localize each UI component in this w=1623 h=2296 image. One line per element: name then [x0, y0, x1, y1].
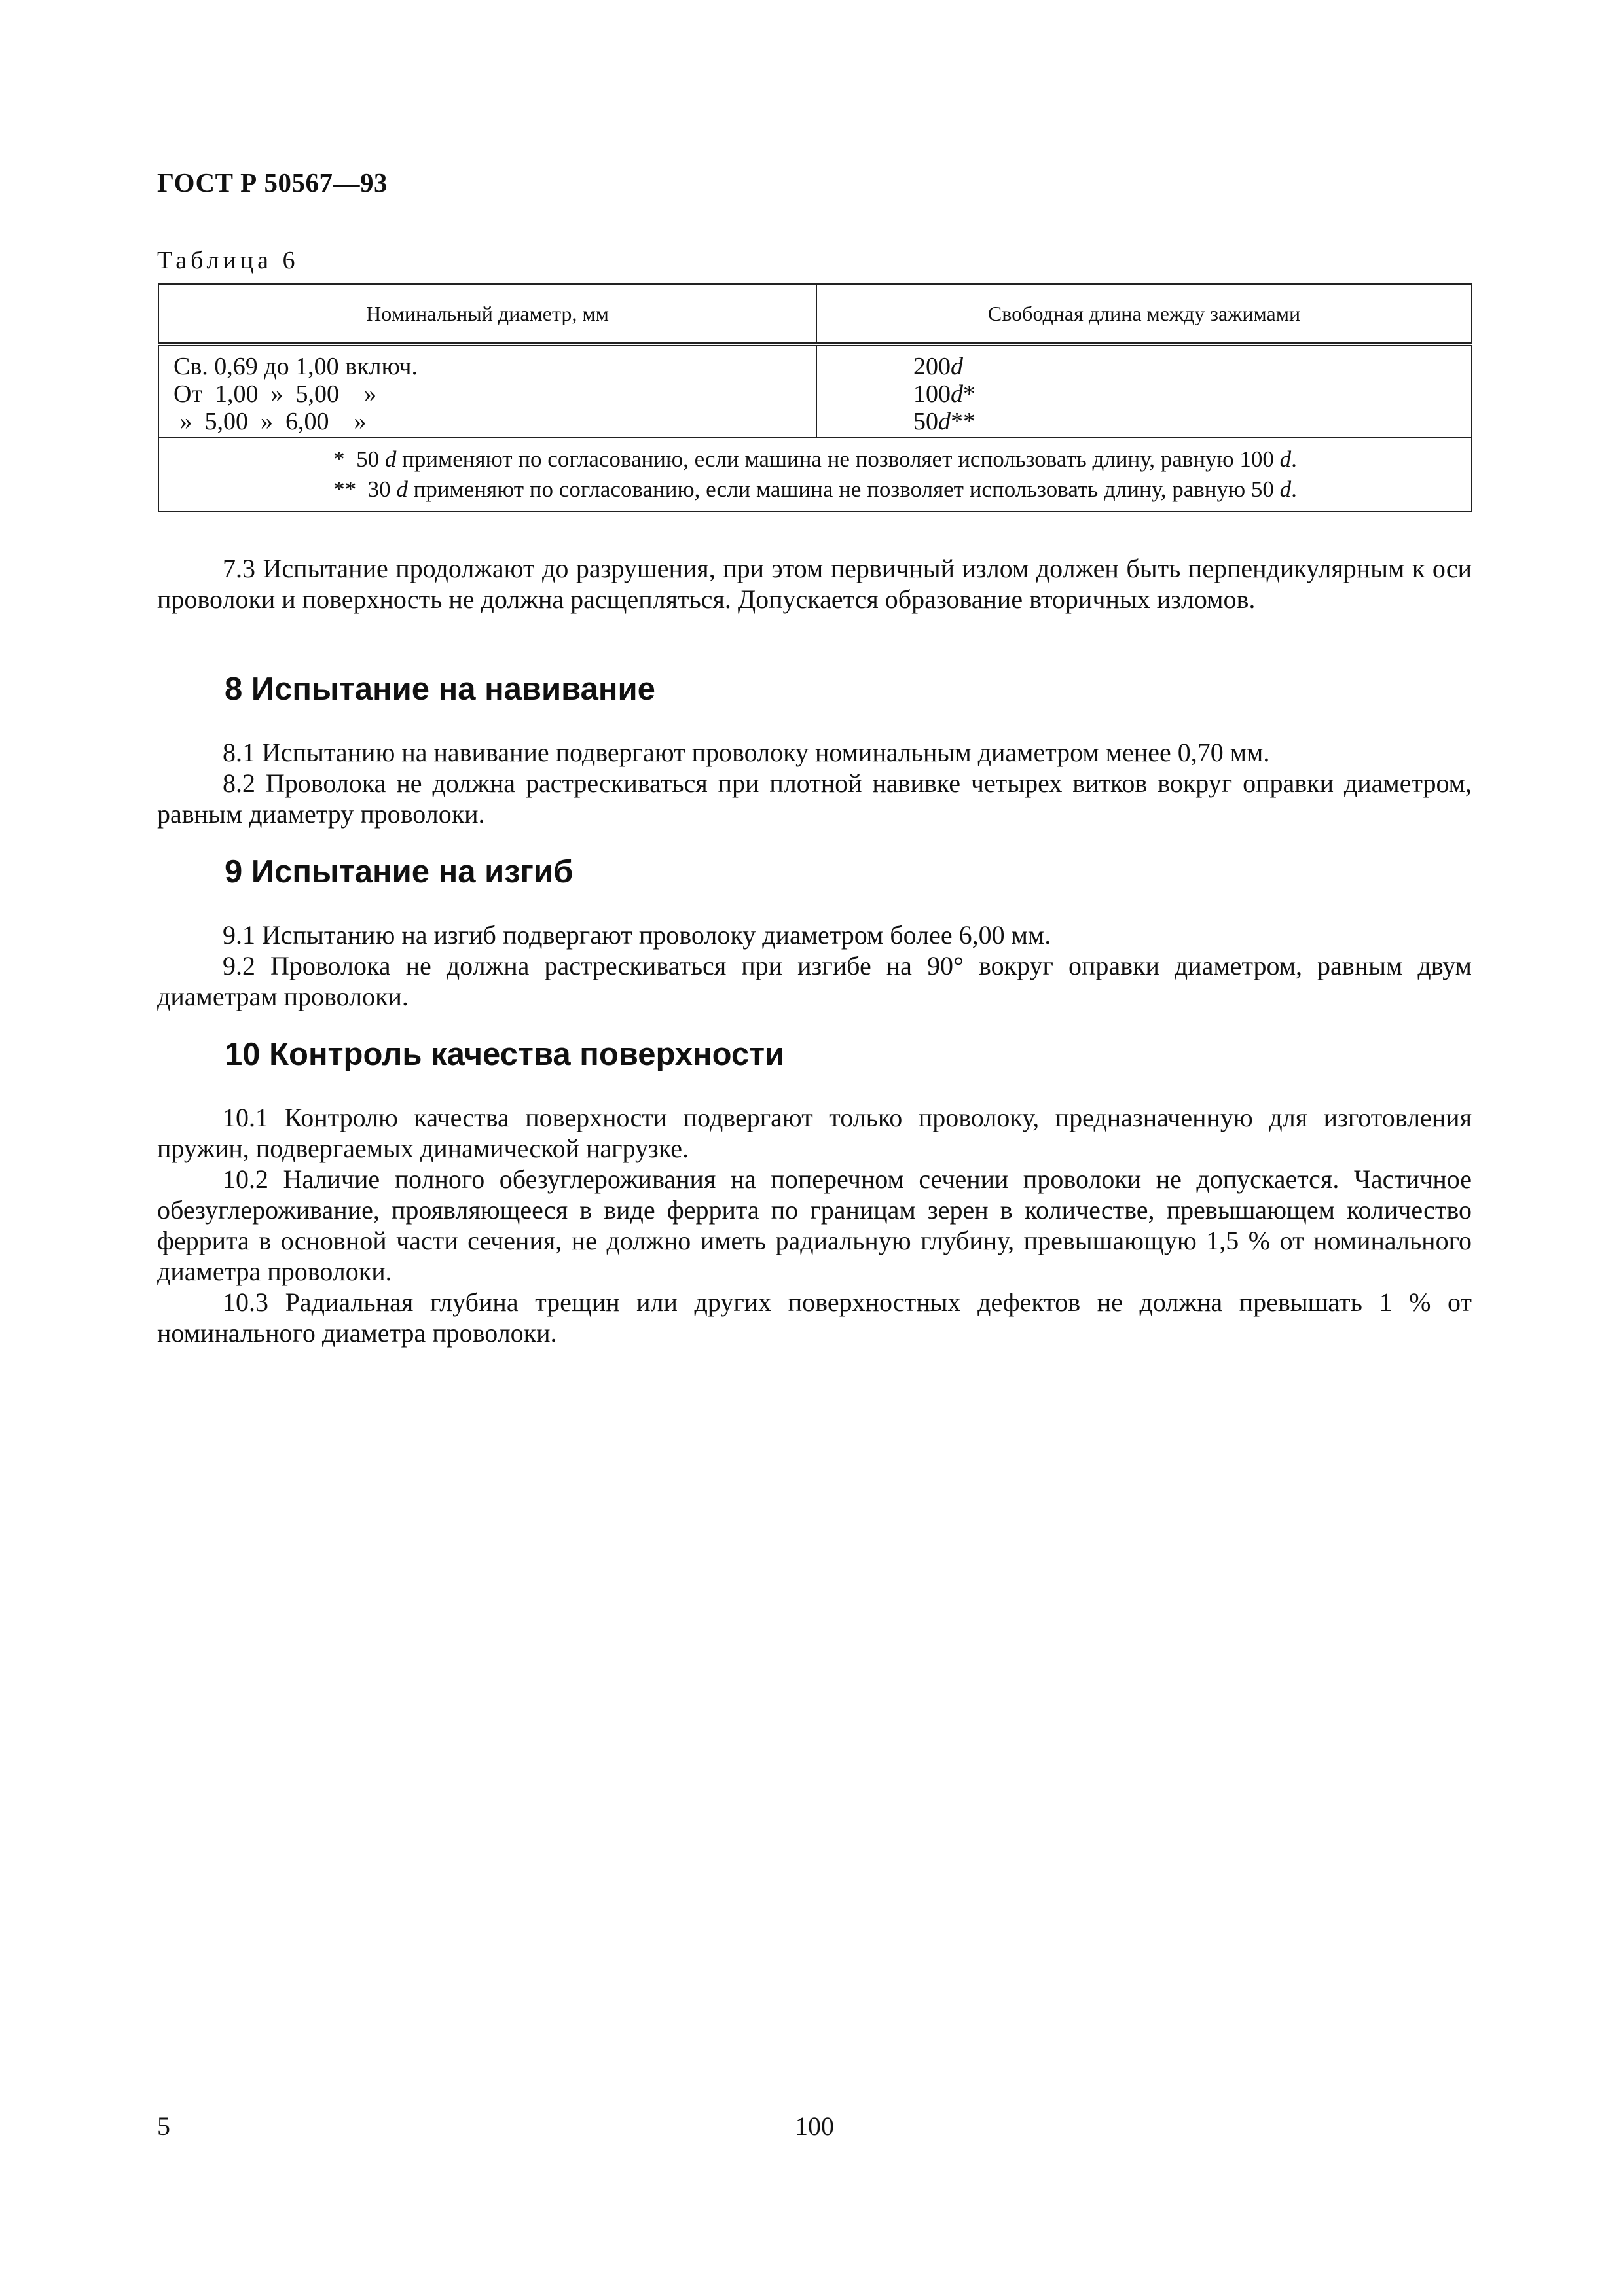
length-value-3: 50d** — [913, 408, 976, 435]
paragraph-9-2: 9.2 Проволока не должна растрескиваться при изгибе на 90° вокруг оправки диаметром, равным двум диаметрам проволоки. — [157, 951, 1472, 1011]
section-10-body — [157, 1102, 1472, 1348]
length-cell — [816, 344, 1472, 437]
table-note-2: ** 30 d применяют по согласованию, если машина не позволяет использовать длину, равную 50 d. — [333, 476, 1297, 502]
paragraph-8-1: 8.1 Испытанию на навивание подвергают проволоку номинальным диаметром менее 0,70 мм. — [223, 738, 1270, 767]
section-9-body — [157, 920, 1472, 1012]
paragraph-10-2: 10.2 Наличие полного обезуглероживания на поперечном сечении проволоки не допускается. Частичное обезуглероживание, проявляющееся в виде феррита по границам зерен в количестве, превышающем количество феррита в основной части сечения, не должно иметь радиальную глубину, превышающую 1,5 % от номинального диаметра проволоки. — [157, 1164, 1472, 1286]
section-9-heading: 9 Испытание на изгиб — [225, 854, 574, 889]
paragraph-10-1: 10.1 Контролю качества поверхности подвергают только проволоку, предназначенную для изготовления пружин, подвергаемых динамической нагрузке. — [157, 1103, 1472, 1163]
section-8-body — [157, 737, 1472, 829]
length-value-2: 100d* — [913, 380, 976, 408]
table-notes-row — [158, 437, 1472, 512]
column-header-length: Свободная длина между зажимами — [816, 284, 1472, 344]
length-value-1: 200d — [913, 353, 963, 380]
diameter-cell — [158, 344, 816, 437]
section-10-heading: 10 Контроль качества поверхности — [225, 1037, 785, 1072]
diameter-length-table — [158, 283, 1472, 512]
paragraph-8-2: 8.2 Проволока не должна растрескиваться при плотной навивке четырех витков вокруг оправки диаметром, равным диаметру проволоки. — [157, 768, 1472, 829]
paragraph-7-3: 7.3 Испытание продолжают до разрушения, при этом первичный излом должен быть перпендикулярным к оси проволоки и поверхность не должна расщепляться. Допускается образование вторичных изломов. — [157, 554, 1472, 614]
paragraph-7-3-block — [157, 553, 1472, 615]
table-header-row — [158, 284, 1472, 344]
paragraph-10-3: 10.3 Радиальная глубина трещин или других поверхностных дефектов не должна превышать 1 % от номинального диаметра проволоки. — [157, 1287, 1472, 1348]
column-header-diameter: Номинальный диаметр, мм — [158, 284, 816, 344]
table-note-1: * 50 d применяют по согласованию, если машина не позволяет использовать длину, равную 100 d. — [333, 446, 1297, 472]
table-6 — [158, 283, 1472, 512]
section-8-heading: 8 Испытание на навивание — [225, 672, 655, 707]
diameter-range-1: Св. 0,69 до 1,00 включ. — [173, 353, 418, 380]
footer-left-number: 5 — [157, 2111, 170, 2141]
paragraph-9-1: 9.1 Испытанию на изгиб подвергают проволоку диаметром более 6,00 мм. — [223, 920, 1051, 950]
document-code: ГОСТ Р 50567—93 — [157, 168, 388, 198]
page-number: 100 — [795, 2111, 834, 2141]
table-caption: Таблица 6 — [157, 247, 299, 274]
diameter-range-3: » 5,00 » 6,00 » — [173, 408, 367, 435]
diameter-range-2: От 1,00 » 5,00 » — [173, 380, 377, 408]
notes-cell — [158, 437, 1472, 512]
table-data-row — [158, 344, 1472, 437]
